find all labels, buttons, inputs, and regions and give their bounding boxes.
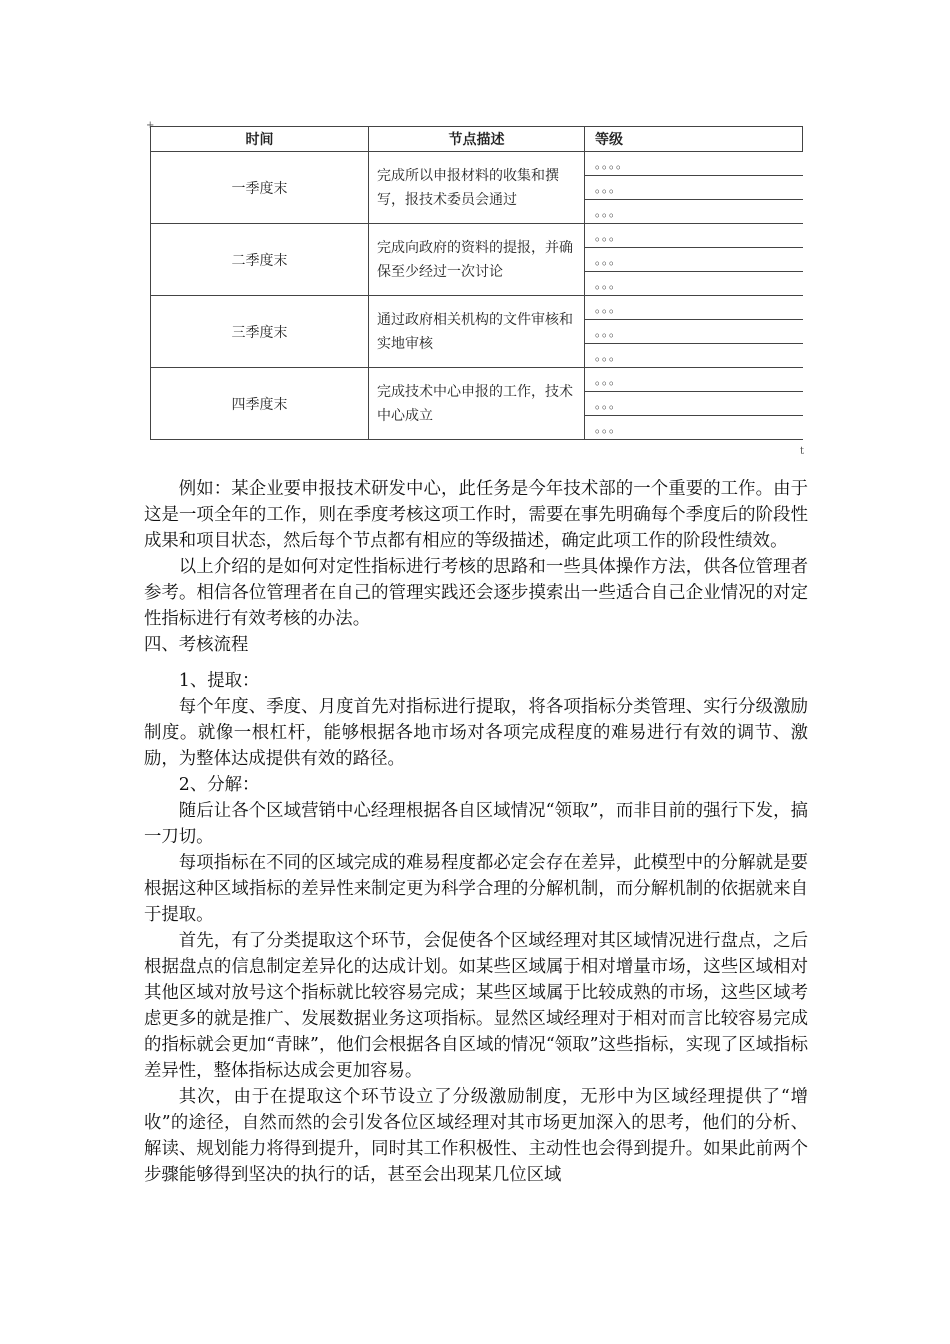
level-cell: 。。。。 (585, 152, 803, 176)
level-cell: 。。。 (585, 320, 803, 344)
header-node-desc: 节点描述 (369, 127, 585, 152)
table-anchor-mark: + (146, 120, 155, 131)
table-row (151, 296, 803, 320)
header-level: 等级 (585, 127, 803, 152)
desc-cell: 完成技术中心申报的工作，技术中心成立 (369, 368, 585, 440)
subheading-extract: 1、提取： (178, 671, 260, 691)
desc-cell: 完成所以申报材料的收集和撰写，报技术委员会通过 (369, 152, 585, 224)
period-cell: 三季度末 (151, 296, 369, 368)
paragraph-difference: 每项指标在不同的区域完成的难易程度都必定会存在差异，此模型中的分解就是要根据这种区域指标的差异性来制定更为科学合理的分解机制，而分解机制的依据就来自于提取。 (144, 853, 808, 925)
table-header-row (151, 127, 803, 152)
level-cell: 。。。 (585, 368, 803, 392)
level-cell: 。。。 (585, 200, 803, 224)
desc-cell: 完成向政府的资料的提报，并确保至少经过一次讨论 (369, 224, 585, 296)
level-cell: 。。。 (585, 224, 803, 248)
desc-cell: 通过政府相关机构的文件审核和实地审核 (369, 296, 585, 368)
period-cell: 四季度末 (151, 368, 369, 440)
body-text (144, 476, 808, 1188)
table-row (151, 368, 803, 392)
level-cell: 。。。 (585, 296, 803, 320)
milestone-table-image (150, 126, 802, 448)
level-cell: 。。。 (585, 272, 803, 296)
header-time: 时间 (151, 127, 369, 152)
paragraph-first: 首先，有了分类提取这个环节，会促使各个区域经理对其区域情况进行盘点，之后根据盘点的信息制定差异化的达成计划。如某些区域属于相对增量市场，这些区域相对其他区域对放号这个指标就比较容易完成；某些区域属于比较成熟的市场，这些区域考虑更多的就是推广、发展数据业务这项指标。显然区域经理对于相对而言比较容易完成的指标就会更加“青睐”，他们会根据各自区域的情况“领取”这些指标，实现了区域指标差异性，整体指标达成会更加容易。 (144, 931, 808, 1081)
level-cell: 。。。 (585, 416, 803, 440)
level-cell: 。。。 (585, 344, 803, 368)
paragraph-extract: 每个年度、季度、月度首先对指标进行提取，将各项指标分类管理、实行分级激励制度。就像一根杠杆，能够根据各地市场对各项完成程度的难易进行有效的调节、激励，为整体达成提供有效的路径。 (144, 697, 808, 769)
table-row (151, 152, 803, 176)
period-cell: 二季度末 (151, 224, 369, 296)
level-cell: 。。。 (585, 176, 803, 200)
level-cell: 。。。 (585, 248, 803, 272)
paragraph-second: 其次，由于在提取这个环节设立了分级激励制度，无形中为区域经理提供了“增收”的途径，自然而然的会引发各位区域经理对其市场更加深入的思考，他们的分析、解读、规划能力将得到提升，同时其工作积极性、主动性也会得到提升。如果此前两个步骤能够得到坚决的执行的话，甚至会出现某几位区域 (144, 1087, 808, 1185)
paragraph-summary: 以上介绍的是如何对定性指标进行考核的思路和一些具体操作方法，供各位管理者参考。相信各位管理者在自己的管理实践还会逐步摸索出一些适合自己企业情况的对定性指标进行有效考核的办法。 (144, 557, 808, 629)
milestone-table (150, 126, 803, 440)
subheading-decompose: 2、分解： (178, 775, 260, 795)
table-row (151, 224, 803, 248)
paragraph-example: 例如：某企业要申报技术研发中心，此任务是今年技术部的一个重要的工作。由于这是一项全年的工作，则在季度考核这项工作时，需要在事先明确每个季度后的阶段性成果和项目状态，然后每个节点都有相应的等级描述，确定此项工作的阶段性绩效。 (144, 479, 808, 551)
table-end-mark: t (800, 446, 805, 457)
section-heading-process: 四、考核流程 (144, 635, 249, 655)
period-cell: 一季度末 (151, 152, 369, 224)
level-cell: 。。。 (585, 392, 803, 416)
paragraph-claim: 随后让各个区域营销中心经理根据各自区域情况“领取”，而非目前的强行下发，搞一刀切。 (144, 801, 808, 847)
